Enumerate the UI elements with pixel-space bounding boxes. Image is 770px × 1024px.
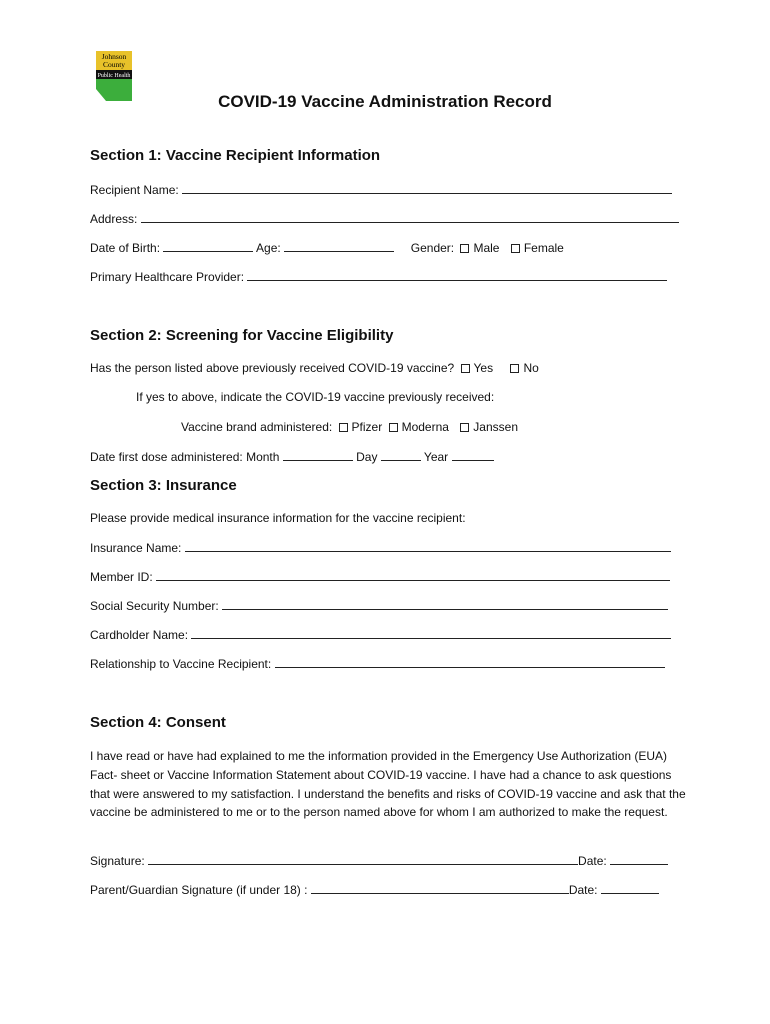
- guardian-date-field[interactable]: [601, 881, 659, 894]
- logo-line-2: County: [102, 60, 126, 69]
- provider-field[interactable]: [247, 268, 667, 281]
- female-label: Female: [523, 241, 564, 255]
- signature-date-field[interactable]: [610, 852, 668, 865]
- address-row: [90, 210, 679, 227]
- provider-label: Primary Healthcare Provider:: [90, 270, 245, 284]
- provider-row: [90, 268, 667, 285]
- insurance-name-field[interactable]: [185, 539, 671, 552]
- address-field[interactable]: [141, 210, 679, 223]
- janssen-label: Janssen: [473, 420, 518, 434]
- recipient-name-field[interactable]: [182, 181, 672, 194]
- recipient-name-label: Recipient Name:: [90, 183, 179, 197]
- ssn-label: Social Security Number:: [90, 599, 219, 613]
- cardholder-row: [90, 626, 671, 643]
- age-field[interactable]: [284, 239, 394, 252]
- yes-label: Yes: [473, 361, 494, 375]
- prior-vaccine-question: Has the person listed above previously received COVID-19 vaccine?: [90, 361, 455, 375]
- signature-row: [90, 852, 668, 869]
- insurance-name-label: Insurance Name:: [90, 541, 182, 555]
- first-dose-day-label: Day: [356, 450, 378, 464]
- age-label: Age:: [256, 241, 281, 255]
- dob-label: Date of Birth:: [90, 241, 161, 255]
- no-label: No: [523, 361, 539, 375]
- relationship-row: [90, 655, 665, 672]
- pfizer-checkbox[interactable]: [339, 423, 348, 432]
- moderna-checkbox[interactable]: [389, 423, 398, 432]
- janssen-checkbox[interactable]: [460, 423, 469, 432]
- pfizer-label: Pfizer: [351, 420, 383, 434]
- first-dose-day-field[interactable]: [381, 448, 421, 461]
- guardian-signature-row: [90, 881, 659, 898]
- gender-label: Gender:: [410, 241, 455, 255]
- section4-heading: Section 4: Consent: [90, 714, 226, 731]
- recipient-name-row: [90, 181, 672, 198]
- signature-label: Signature:: [90, 854, 145, 868]
- member-id-field[interactable]: [156, 568, 670, 581]
- male-checkbox[interactable]: [460, 244, 469, 253]
- cardholder-field[interactable]: [191, 626, 671, 639]
- moderna-label: Moderna: [401, 420, 449, 434]
- first-dose-row: [90, 448, 494, 465]
- insurance-intro: Please provide medical insurance information for the vaccine recipient:: [90, 511, 466, 525]
- male-label: Male: [473, 241, 500, 255]
- first-dose-year-field[interactable]: [452, 448, 494, 461]
- cardholder-label: Cardholder Name:: [90, 628, 189, 642]
- female-checkbox[interactable]: [511, 244, 520, 253]
- guardian-signature-field[interactable]: [311, 881, 569, 894]
- brand-row: [181, 419, 518, 435]
- member-id-label: Member ID:: [90, 570, 153, 584]
- member-id-row: [90, 568, 670, 585]
- if-yes-instruction: If yes to above, indicate the COVID-19 vaccine previously received:: [136, 390, 495, 404]
- first-dose-year-label: Year: [423, 450, 449, 464]
- page-title: COVID-19 Vaccine Administration Record: [218, 92, 552, 111]
- logo-line-1: Johnson: [101, 52, 127, 61]
- dob-field[interactable]: [163, 239, 253, 252]
- guardian-date-label: Date:: [568, 883, 598, 897]
- section2-heading: Section 2: Screening for Vaccine Eligibility: [90, 327, 394, 344]
- section3-heading: Section 3: Insurance: [90, 477, 237, 494]
- no-checkbox[interactable]: [510, 364, 519, 373]
- consent-paragraph: I have read or have had explained to me the information provided in the Emergency Use Authorization (EUA) Fact- sheet or Vaccine Information Statement about COVID-19 vaccine. I have had a chance to ask questions that were answered to my satisfaction. I understand the benefits and risks of COVID-19 vaccine and ask that the vaccine be administered to me or to the person named above for whom I am authorized to make the request.: [90, 749, 686, 820]
- dob-row: [90, 239, 564, 256]
- address-label: Address:: [90, 212, 138, 226]
- signature-field[interactable]: [148, 852, 578, 865]
- yes-checkbox[interactable]: [461, 364, 470, 373]
- logo-line-3: Public Health: [97, 73, 131, 79]
- section1-heading: Section 1: Vaccine Recipient Information: [90, 147, 381, 164]
- first-dose-month-field[interactable]: [283, 448, 353, 461]
- ssn-field[interactable]: [222, 597, 668, 610]
- ssn-row: [90, 597, 668, 614]
- prior-vaccine-row: [90, 360, 539, 376]
- brand-label: Vaccine brand administered:: [181, 420, 333, 434]
- relationship-label: Relationship to Vaccine Recipient:: [90, 657, 272, 671]
- first-dose-month-label: Date first dose administered: Month: [90, 450, 280, 464]
- relationship-field[interactable]: [275, 655, 665, 668]
- insurance-name-row: [90, 539, 671, 556]
- guardian-signature-label: Parent/Guardian Signature (if under 18) :: [90, 883, 308, 897]
- signature-date-label: Date:: [578, 854, 607, 868]
